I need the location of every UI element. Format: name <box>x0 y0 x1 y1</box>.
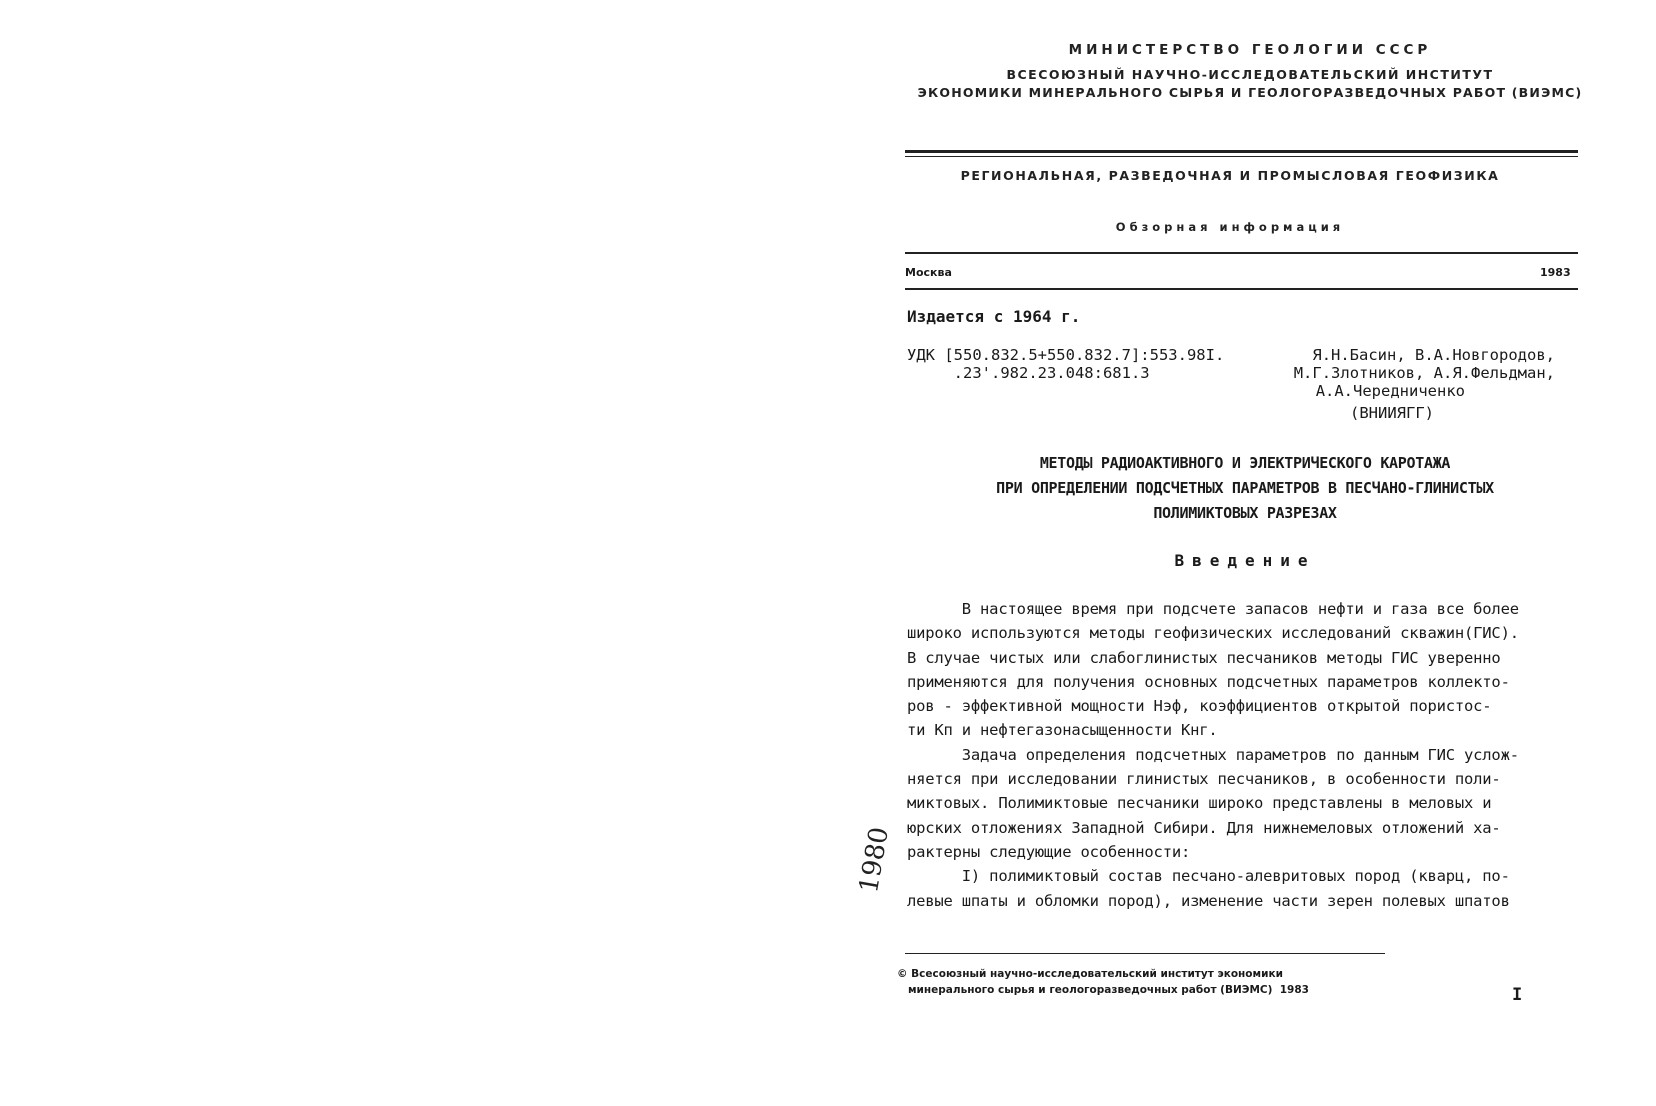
imprint-year: 1983 <box>1540 266 1571 279</box>
publication-type: Обзорная информация <box>1115 220 1345 234</box>
udk-line-2: .23'.982.23.048:681.3 <box>907 364 1150 382</box>
handwritten-note: 1980 <box>854 824 896 896</box>
page-number: I <box>1512 985 1523 1005</box>
imprint-rule-top <box>905 252 1578 254</box>
institute-line-1: ВСЕСОЮЗНЫЙ НАУЧНО-ИССЛЕДОВАТЕЛЬСКИЙ ИНСТИТУТ <box>1006 67 1494 82</box>
udk-line-1: УДК [550.832.5+550.832.7]:553.98I. <box>907 346 1225 364</box>
header-rule-thin <box>905 156 1578 157</box>
header-rule-thick <box>905 150 1578 153</box>
copyright-line-2: минерального сырья и геологоразведочных работ (ВИЭМС) 1983 <box>897 984 1309 996</box>
title-line-1: МЕТОДЫ РАДИОАКТИВНОГО И ЭЛЕКТРИЧЕСКОГО КАРОТАЖА <box>1039 454 1451 472</box>
author-line-1: Я.Н.Басин, В.А.Новгородов, <box>1312 346 1555 364</box>
series-title: РЕГИОНАЛЬНАЯ, РАЗВЕДОЧНАЯ И ПРОМЫСЛОВАЯ ГЕОФИЗИКА <box>960 168 1500 183</box>
copyright-line-1: © Всесоюзный научно-исследовательский институт экономики <box>897 968 1283 980</box>
body-line: I) полимиктовый состав песчано-алевритовых пород (кварц, по- <box>907 867 1510 886</box>
author-organization: (ВНИИЯГГ) <box>1350 404 1434 422</box>
body-line: рактерны следующие особенности: <box>907 842 1191 861</box>
body-line: широко используются методы геофизических исследований скважин(ГИС). <box>907 624 1519 643</box>
author-line-3: А.А.Чередниченко <box>1315 382 1465 400</box>
body-line: левые шпаты и обломки пород), изменение части зерен полевых шпатов <box>907 891 1510 910</box>
copyright-notice <box>897 966 1309 998</box>
body-line: миктовых. Полимиктовые песчаники широко представлены в меловых и <box>907 794 1492 813</box>
title-line-3: ПОЛИМИКТОВЫХ РАЗРЕЗАХ <box>1153 504 1337 522</box>
body-line: применяются для получения основных подсчетных параметров коллекто- <box>907 672 1510 691</box>
issued-since: Издается с 1964 г. <box>907 307 1081 326</box>
author-line-2: М.Г.Злотников, А.Я.Фельдман, <box>1293 364 1555 382</box>
imprint-rule-bottom <box>905 288 1578 290</box>
imprint-city: Москва <box>905 266 952 279</box>
body-line: В настоящее время при подсчете запасов нефти и газа все более <box>907 600 1519 618</box>
ministry-header: МИНИСТЕРСТВО ГЕОЛОГИИ СССР <box>1068 42 1432 58</box>
body-line: В случае чистых или слабоглинистых песчаников методы ГИС уверенно <box>907 648 1501 667</box>
body-line: юрских отложениях Западной Сибири. Для нижнемеловых отложений ха- <box>907 818 1501 837</box>
institute-line-2: ЭКОНОМИКИ МИНЕРАЛЬНОГО СЫРЬЯ И ГЕОЛОГОРАЗВЕДОЧНЫХ РАБОТ (ВИЭМС) <box>917 85 1583 100</box>
footnote-rule <box>905 953 1385 954</box>
section-heading: Введение <box>1174 551 1316 570</box>
body-line: няется при исследовании глинистых песчаников, в особенности поли- <box>907 770 1501 789</box>
author-list <box>1275 346 1555 400</box>
document-title <box>905 451 1585 526</box>
body-line: ров - эффективной мощности Hэф, коэффициентов открытой пористос- <box>907 697 1492 716</box>
body-line: Задача определения подсчетных параметров по данным ГИС услож- <box>907 745 1519 764</box>
body-text <box>907 597 1575 913</box>
title-line-2: ПРИ ОПРЕДЕЛЕНИИ ПОДСЧЕТНЫХ ПАРАМЕТРОВ В ПЕСЧАНО-ГЛИНИСТЫХ <box>996 479 1494 497</box>
body-line: ти Kп и нефтегазонасыщенности Kнг. <box>907 721 1218 740</box>
udk-code <box>907 346 1224 382</box>
